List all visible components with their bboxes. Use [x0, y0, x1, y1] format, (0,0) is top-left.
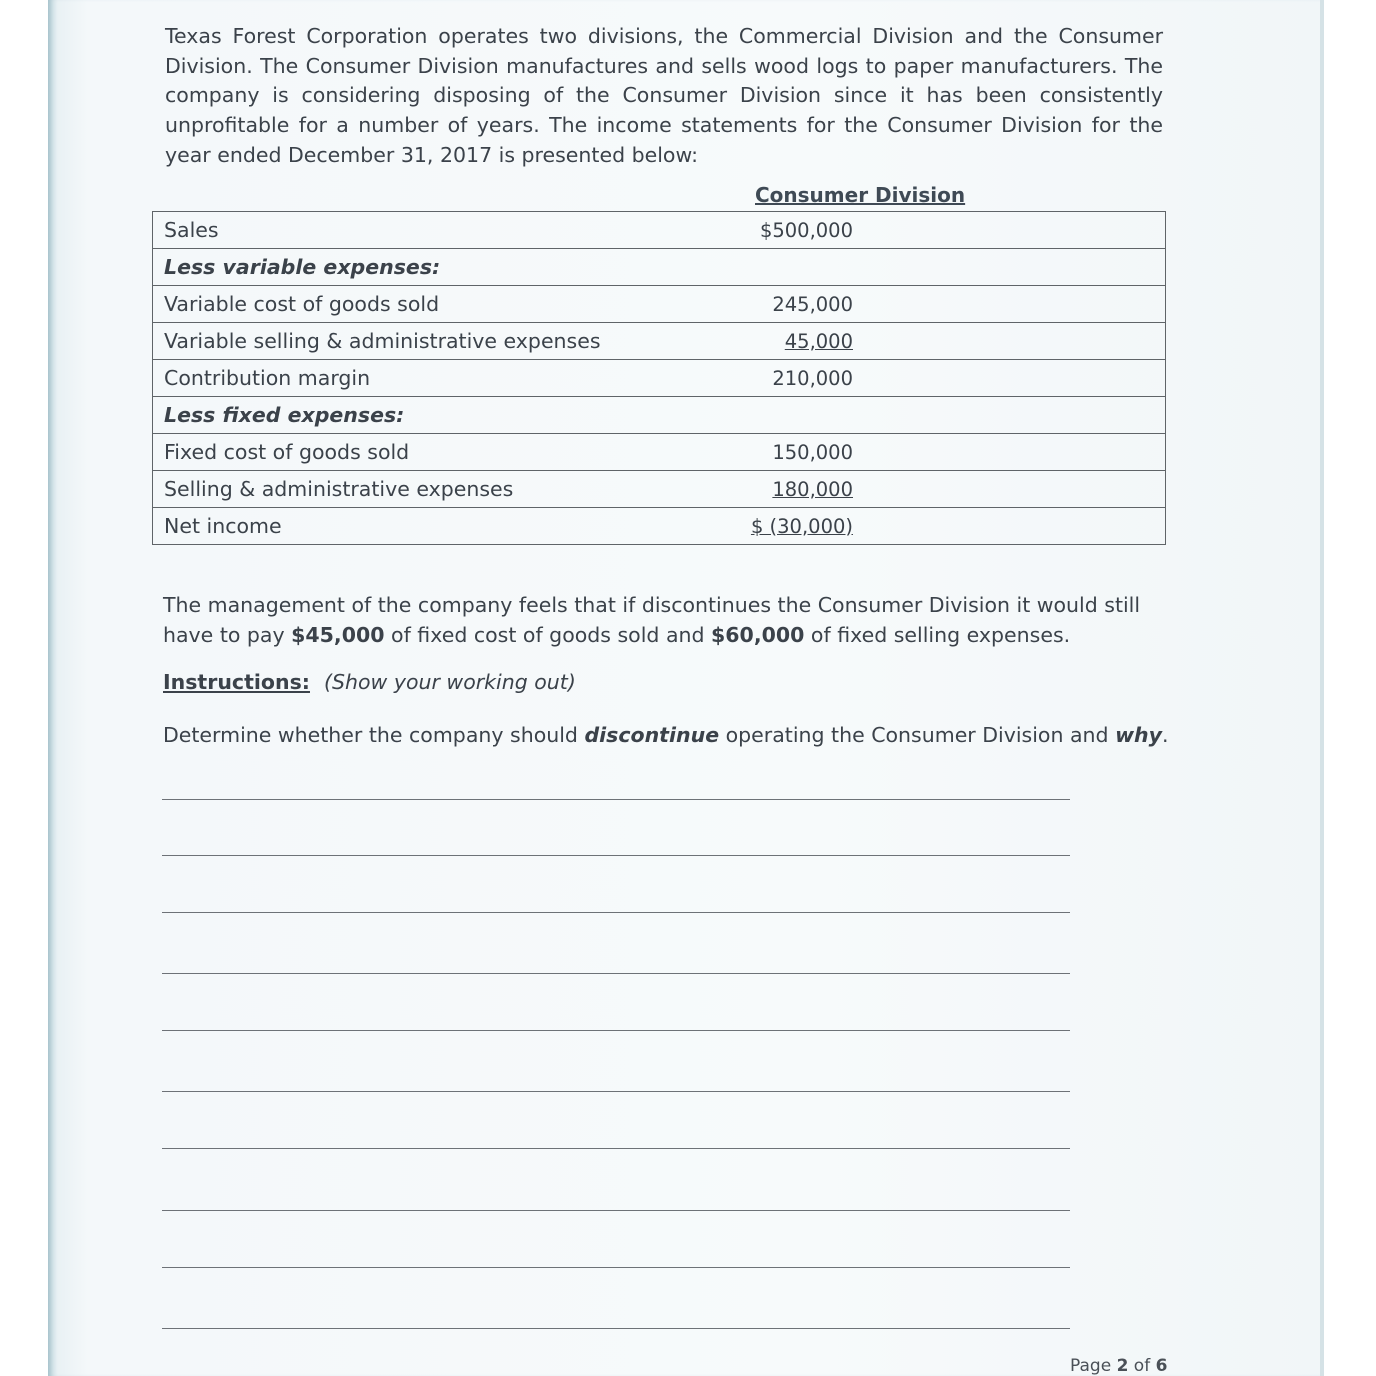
row-amount: $ (30,000)	[750, 514, 853, 538]
instructions-label: Instructions:	[163, 670, 310, 694]
answer-line[interactable]	[162, 1148, 1070, 1149]
row-amount: 245,000	[749, 286, 1166, 323]
row-amount: 45,000	[784, 329, 853, 353]
row-amount: 210,000	[749, 360, 1166, 397]
row-label: Contribution margin	[153, 360, 750, 397]
row-amount: 150,000	[749, 434, 1166, 471]
row-amount	[749, 397, 1166, 434]
answer-line[interactable]	[162, 1267, 1070, 1268]
question-prompt: Determine whether the company should discontinue operating the Consumer Division and why.	[163, 723, 1169, 747]
row-section-heading: Less variable expenses:	[153, 249, 750, 286]
row-amount	[749, 249, 1166, 286]
table-row	[153, 471, 1166, 508]
table-row	[153, 397, 1166, 434]
instructions-note: (Show your working out)	[323, 670, 576, 694]
income-statement-table	[152, 211, 1166, 545]
table-row	[153, 434, 1166, 471]
answer-line[interactable]	[162, 1091, 1070, 1092]
answer-line[interactable]	[162, 1030, 1070, 1031]
table-row	[153, 249, 1166, 286]
table-row	[153, 508, 1166, 545]
table-row	[153, 212, 1166, 249]
emphasis-discontinue: discontinue	[584, 723, 720, 747]
answer-line[interactable]	[162, 912, 1070, 913]
row-label: Variable cost of goods sold	[153, 286, 750, 323]
row-label: Net income	[153, 508, 750, 545]
answer-line[interactable]	[162, 1328, 1070, 1329]
row-label: Variable selling & administrative expenses	[153, 323, 750, 360]
instructions	[163, 670, 576, 694]
answer-line[interactable]	[162, 973, 1070, 974]
emphasis-why: why	[1115, 723, 1162, 747]
intro-paragraph: Texas Forest Corporation operates two divisions, the Commercial Division and the Consumer Division. The Consumer Division manufactures and sells wood logs to paper manufacturers. The company is considering disposing of the Consumer Division since it has been consistently unprofitable for a number of years. The income statements for the Consumer Division for the year ended December 31, 2017 is presented below:	[165, 24, 1163, 167]
row-label: Fixed cost of goods sold	[153, 434, 750, 471]
table-row	[153, 323, 1166, 360]
row-amount: 180,000	[772, 477, 853, 501]
table-row	[153, 286, 1166, 323]
answer-line[interactable]	[162, 1210, 1070, 1211]
table-row	[153, 360, 1166, 397]
fixed-selling-amount: $60,000	[711, 623, 805, 647]
answer-line[interactable]	[162, 855, 1070, 856]
row-label: Selling & administrative expenses	[153, 471, 750, 508]
row-amount: $500,000	[749, 212, 1166, 249]
management-paragraph: The management of the company feels that if discontinues the Consumer Division it would still have to pay $45,000 of fixed cost of goods sold and $60,000 of fixed selling expenses.	[163, 593, 1141, 647]
row-section-heading: Less fixed expenses:	[153, 397, 750, 434]
page-number: Page 2 of 6	[1070, 1356, 1168, 1376]
column-header-consumer-division: Consumer Division	[755, 183, 966, 207]
row-label: Sales	[153, 212, 750, 249]
fixed-cogs-amount: $45,000	[291, 623, 385, 647]
answer-line[interactable]	[162, 799, 1070, 800]
